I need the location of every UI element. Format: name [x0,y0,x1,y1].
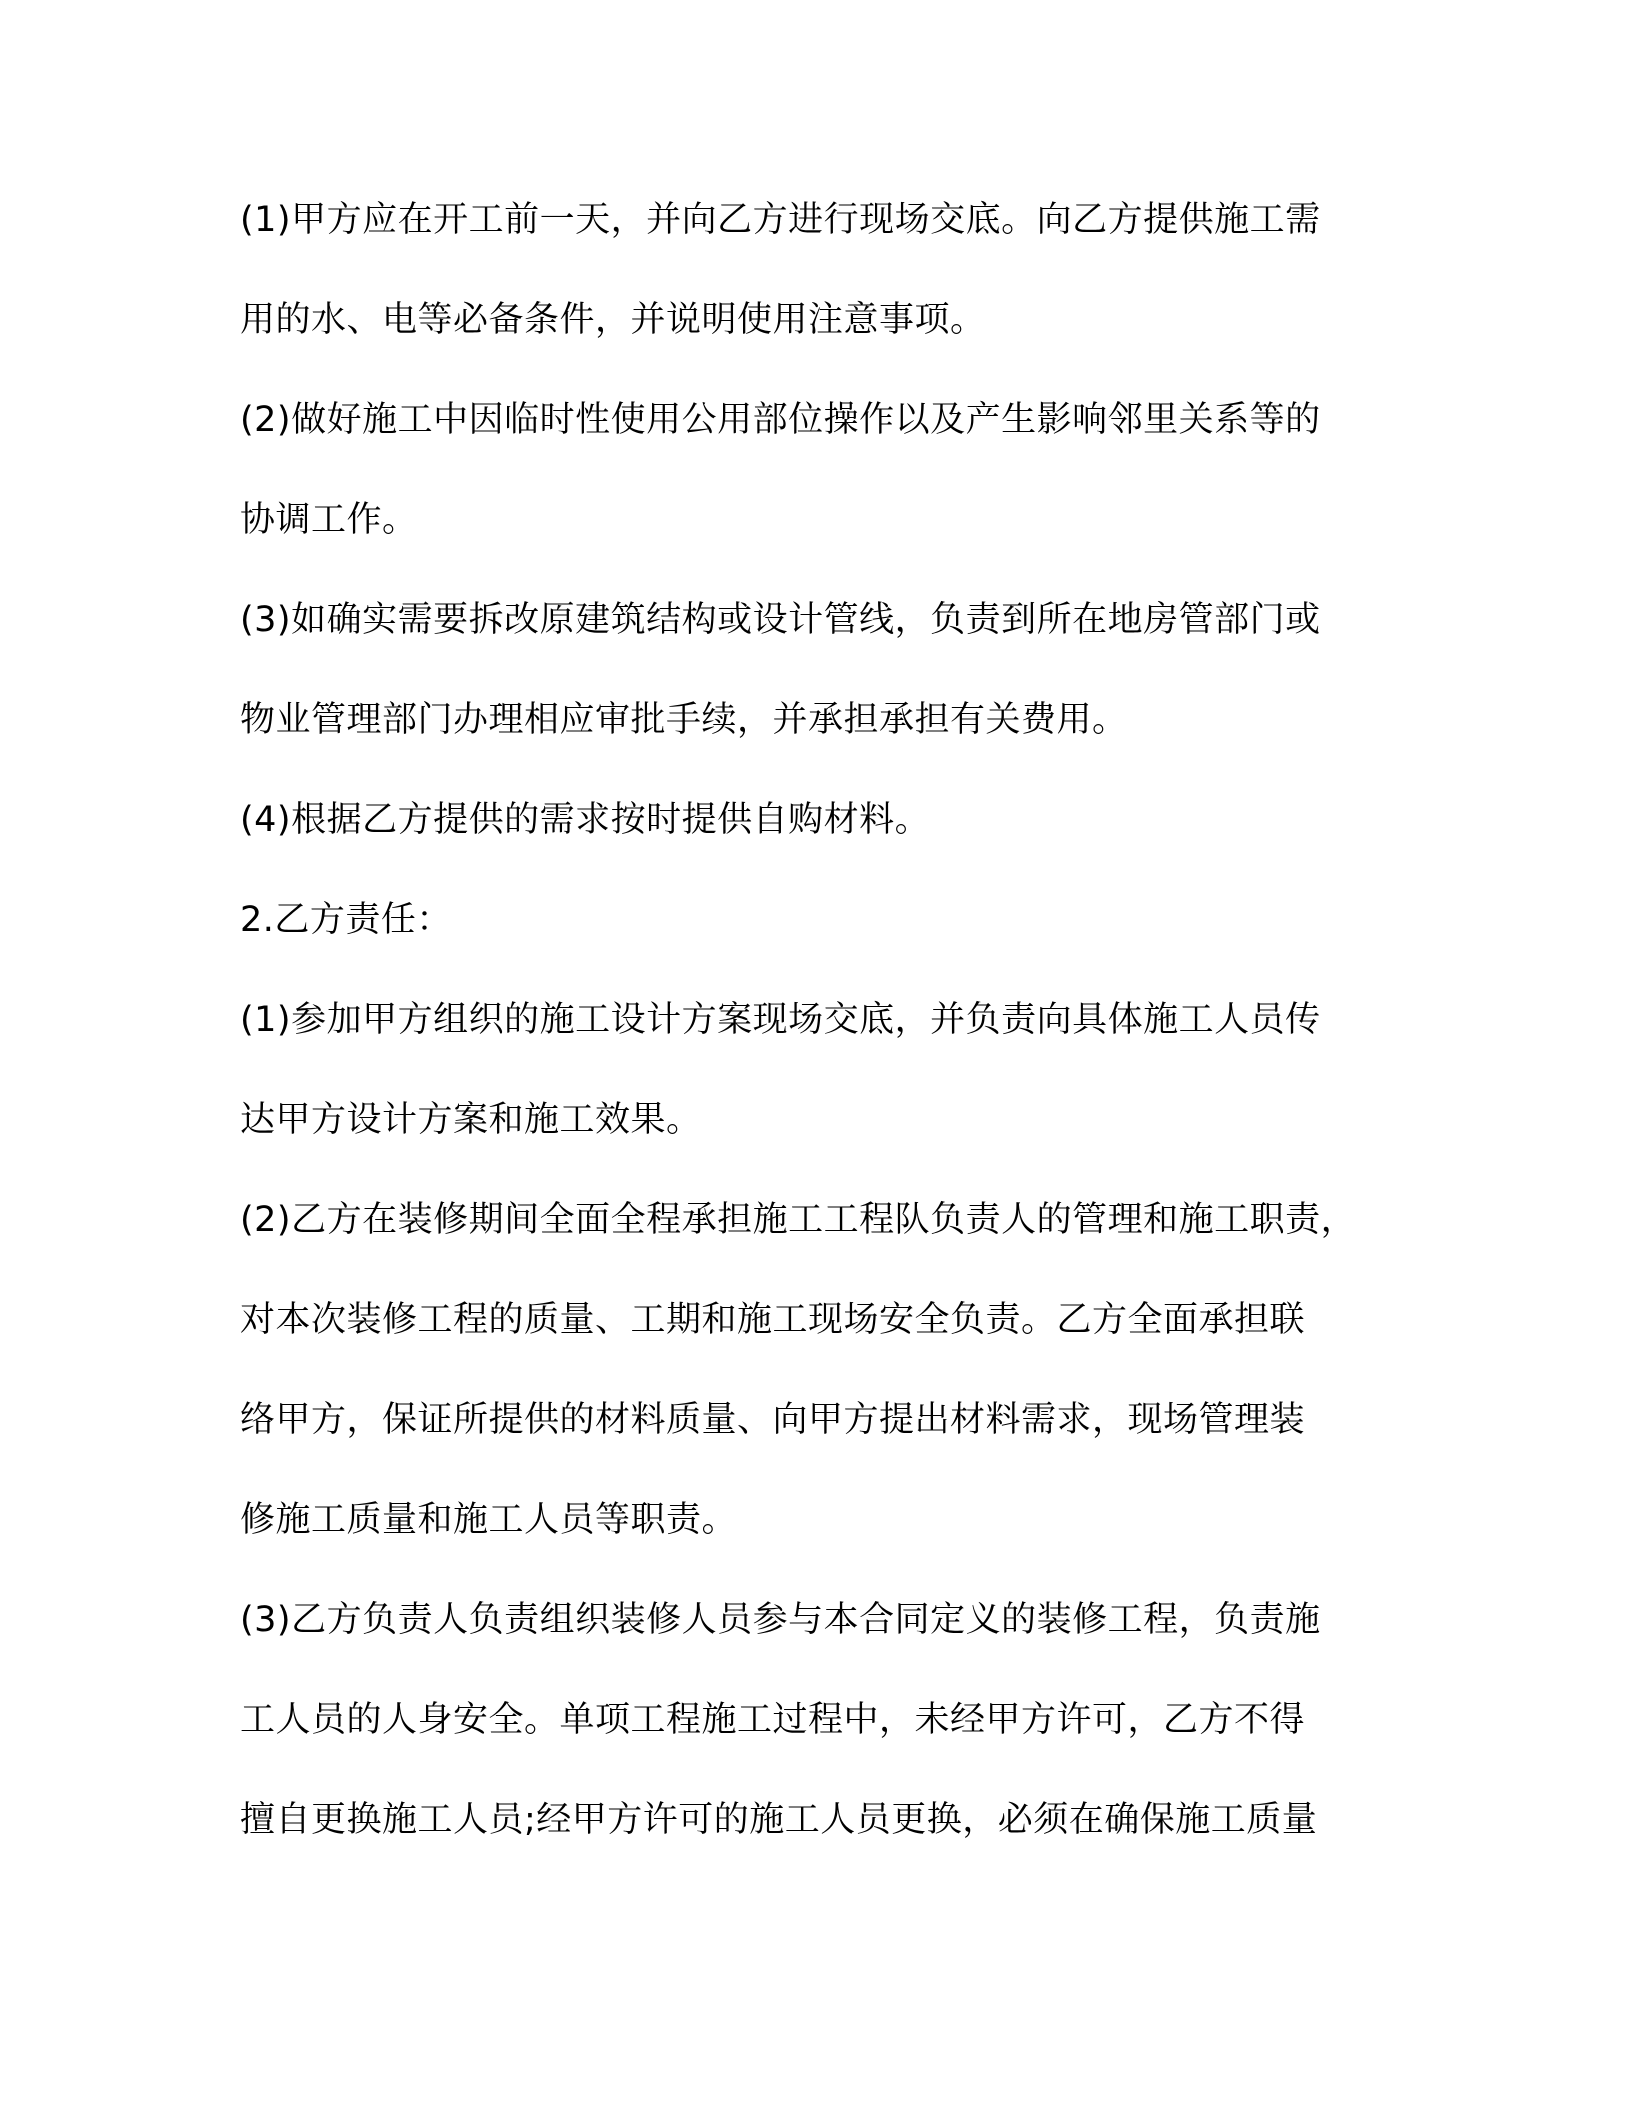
text-line: 用的水、电等必备条件，并说明使用注意事项。 [240,300,986,340]
text-line: (4)根据乙方提供的需求按时提供自购材料。 [240,800,931,840]
text-line: (1)参加甲方组织的施工设计方案现场交底，并负责向具体施工人员传 [240,1000,1321,1040]
text-line: 络甲方，保证所提供的材料质量、向甲方提出材料需求，现场管理装 [240,1400,1306,1440]
text-line: (1)甲方应在开工前一天，并向乙方进行现场交底。向乙方提供施工需 [240,200,1321,240]
section-heading: 2.乙方责任： [240,900,452,940]
text-line: (3)乙方负责人负责组织装修人员参与本合同定义的装修工程，负责施 [240,1600,1321,1640]
text-line: (2)做好施工中因临时性使用公用部位操作以及产生影响邻里关系等的 [240,400,1321,440]
text-line: 修施工质量和施工人员等职责。 [240,1500,738,1540]
text-line: 擅自更换施工人员;经甲方许可的施工人员更换，必须在确保施工质量 [240,1800,1318,1840]
text-line: 协调工作。 [240,500,418,540]
text-line: (2)乙方在装修期间全面全程承担施工工程队负责人的管理和施工职责， [240,1200,1357,1240]
text-line: 工人员的人身安全。单项工程施工过程中，未经甲方许可，乙方不得 [240,1700,1306,1740]
text-line: 达甲方设计方案和施工效果。 [240,1100,702,1140]
text-line: 对本次装修工程的质量、工期和施工现场安全负责。乙方全面承担联 [240,1300,1306,1340]
text-line: (3)如确实需要拆改原建筑结构或设计管线，负责到所在地房管部门或 [240,600,1321,640]
text-line: 物业管理部门办理相应审批手续，并承担承担有关费用。 [240,700,1128,740]
